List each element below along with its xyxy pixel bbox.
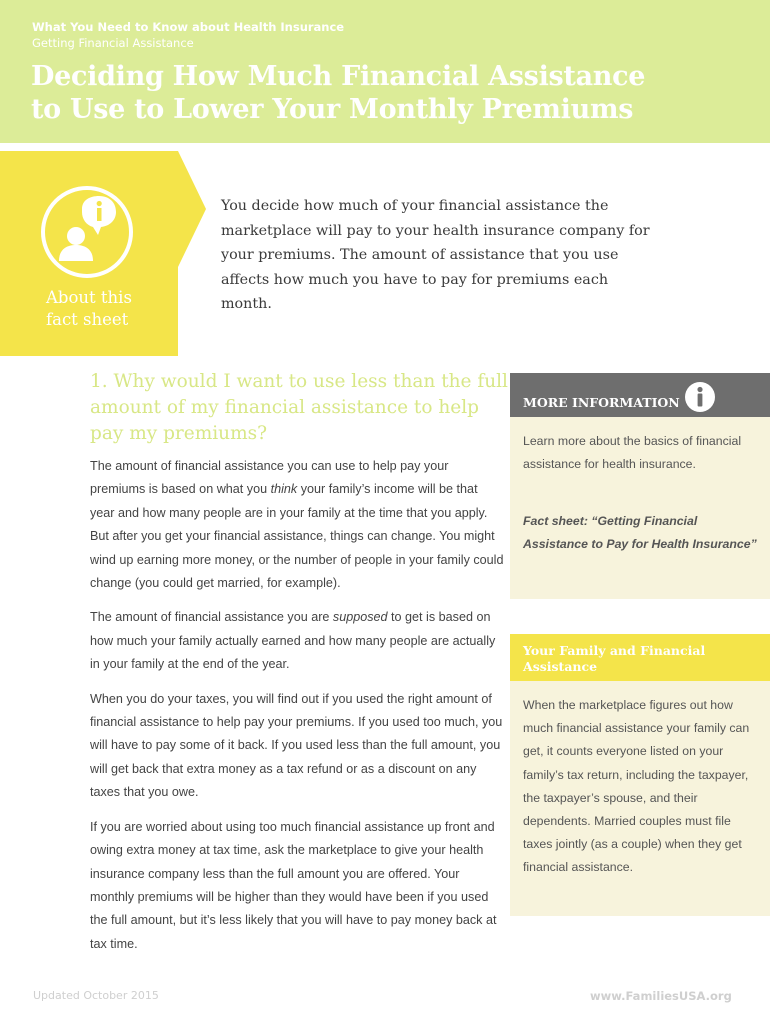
family-assistance-title: Your Family and Financial Assistance bbox=[523, 643, 706, 674]
intro-paragraph: You decide how much of your financial assistance the marketplace will pay to your health insurance company for your premiums. The amount of assistance that you use affects how much you have to pay for premiums each month. bbox=[221, 198, 650, 312]
about-label-line2: fact sheet bbox=[46, 310, 129, 329]
body-paragraph-2 bbox=[90, 606, 505, 676]
website-link[interactable]: www.FamiliesUSA.org bbox=[590, 989, 732, 1003]
series-label bbox=[32, 19, 344, 51]
header-banner bbox=[0, 0, 770, 143]
p1-text-a: The amount of financial assistance you can use to help pay your premiums is based on what you bbox=[90, 459, 449, 497]
family-assistance-header bbox=[510, 634, 770, 681]
p1-text-b: your family’s income will be that year and how many people are in your family at the time that you apply. But after you get your financial assistance, things can change. You might wind up earning more money, or the number of people in your family could change (you could get married, for example). bbox=[90, 482, 504, 591]
about-fact-sheet-label bbox=[46, 287, 166, 331]
more-information-box bbox=[510, 417, 770, 599]
about-label-line1: About this bbox=[46, 288, 132, 307]
info-speech-person-icon bbox=[40, 185, 134, 279]
more-information-title: MORE INFORMATION bbox=[523, 395, 680, 410]
p1-emphasis: think bbox=[270, 482, 298, 497]
page-title bbox=[31, 60, 751, 126]
page-title-line2: to Use to Lower Your Monthly Premiums bbox=[31, 94, 634, 125]
updated-date: Updated October 2015 bbox=[33, 989, 159, 1002]
family-assistance-box bbox=[510, 681, 770, 916]
more-information-header bbox=[510, 373, 770, 417]
section-1-body bbox=[90, 455, 505, 967]
body-paragraph-3: When you do your taxes, you will find out if you used the right amount of financial assistance to help pay your premiums. If you used too much, you will have to pay some of it back. If you used less than the full amount, you will get back that extra money as a tax refund or as a discount on any taxes that you owe. bbox=[90, 691, 503, 800]
p2-text-b: to get is based on how much your family actually earned and how many people are actually in your family at the end of the year. bbox=[90, 610, 496, 672]
info-icon bbox=[684, 381, 716, 413]
section-1-heading: 1. Why would I want to use less than the full amount of my financial assistance to help pay my premiums? bbox=[90, 371, 508, 444]
fact-sheet-link[interactable]: Fact sheet: “Getting Financial Assistance to Pay for Health Insurance” bbox=[523, 514, 757, 552]
p2-text-a: The amount of financial assistance you are bbox=[90, 610, 333, 625]
about-panel-arrow bbox=[178, 151, 206, 267]
body-paragraph-1 bbox=[90, 455, 505, 595]
family-assistance-text: When the marketplace figures out how much financial assistance your family can get, it counts everyone listed on your family’s tax return, including the taxpayer, the taxpayer’s spouse, and their dependents. Married couples must file taxes jointly (as a couple) when they get financial assistance. bbox=[523, 698, 750, 875]
series-subtitle: Getting Financial Assistance bbox=[32, 36, 194, 50]
series-title: What You Need to Know about Health Insurance bbox=[32, 20, 345, 34]
page-title-line1: Deciding How Much Financial Assistance bbox=[31, 61, 646, 92]
p2-emphasis: supposed bbox=[332, 610, 388, 625]
body-paragraph-4: If you are worried about using too much financial assistance up front and owing extra money at tax time, ask the marketplace to give your health insurance company less than the full amount you are offered. Your monthly premiums will be higher than they would have been if you used the full amount, but it’s less likely that you will have to pay money back at tax time. bbox=[90, 819, 497, 951]
more-information-text: Learn more about the basics of financial assistance for health insurance. bbox=[523, 434, 742, 472]
